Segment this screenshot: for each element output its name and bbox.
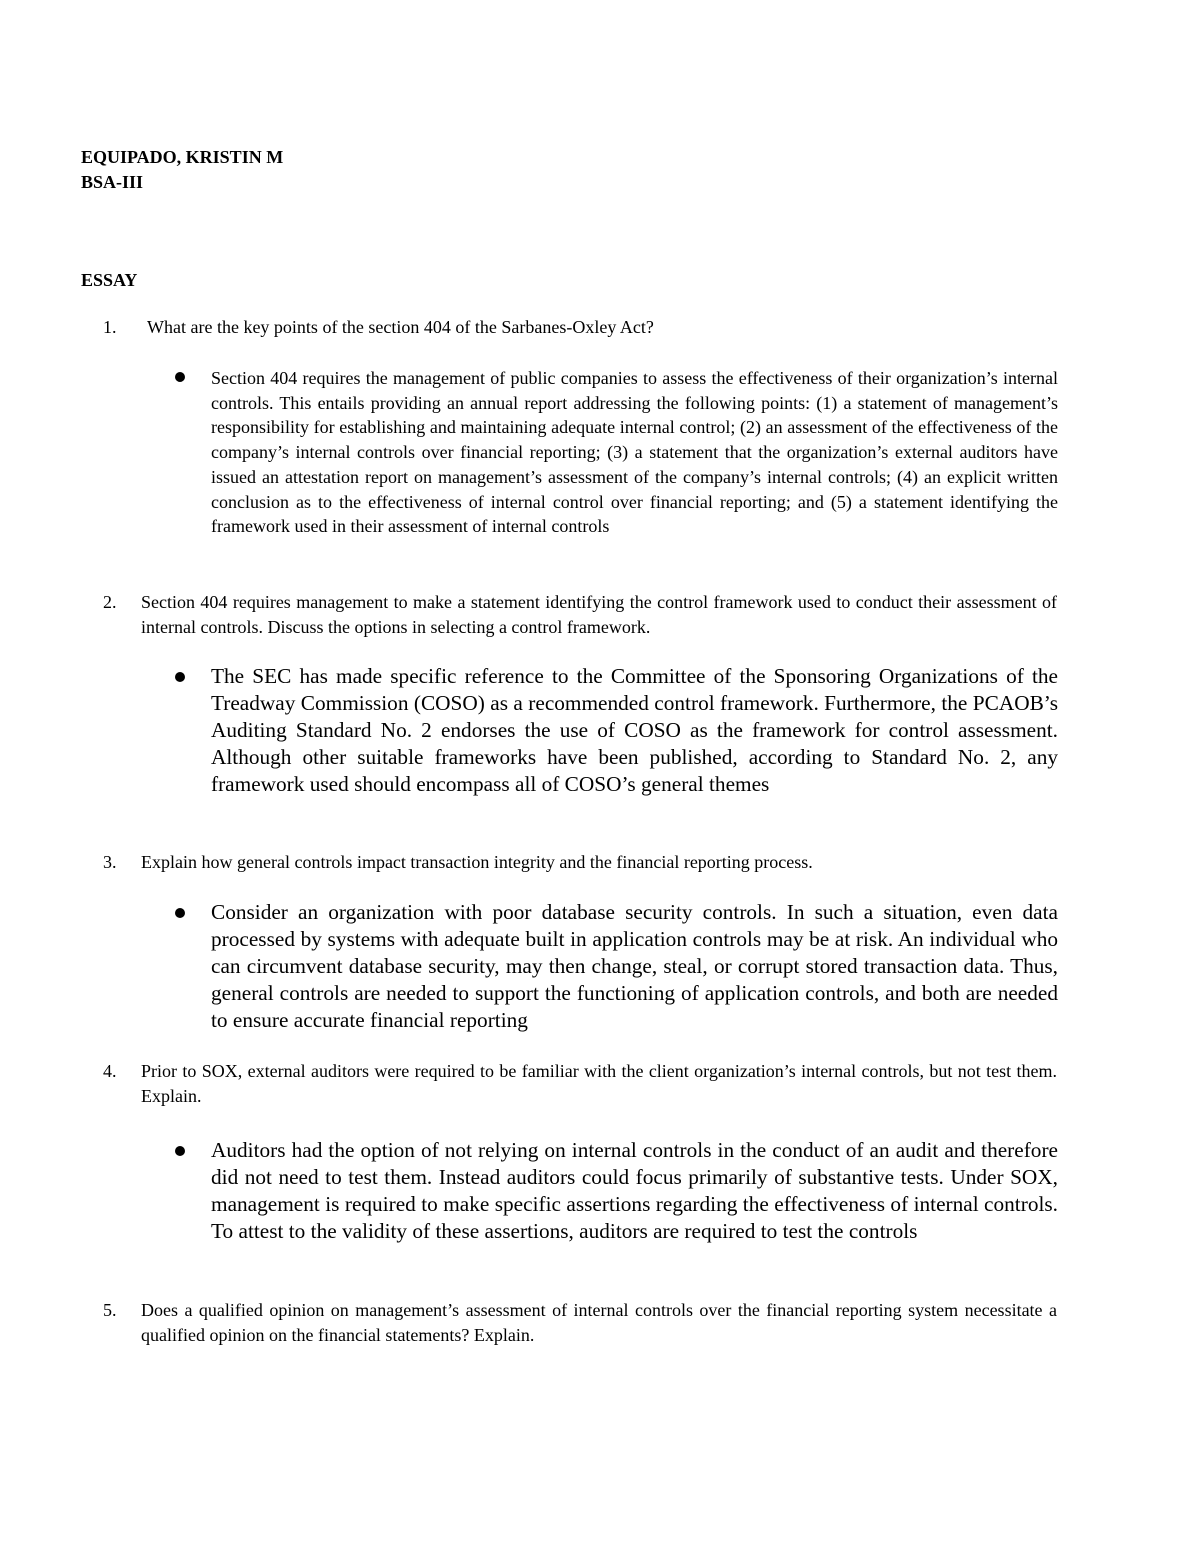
bullet-icon [175, 372, 185, 382]
answer-text: The SEC has made specific reference to the Committee of the Sponsoring Organizations of the Treadway Commission (COSO) as a recommended control framework. Furthermore, the PCAOB’s Auditing Standard No. 2 endorses the use of COSO as the framework for control assessment. Although other suitable frameworks have been published, according to Standard No. 2, any framework used should encompass all of COSO’s general themes [211, 664, 1058, 797]
question-text: Prior to SOX, external auditors were required to be familiar with the client organization’s internal controls, but not test them. Explain. [141, 1061, 1057, 1106]
question-number: 3. [103, 852, 117, 872]
question-text: Explain how general controls impact transaction integrity and the financial reporting process. [141, 852, 813, 872]
question-text: What are the key points of the section 404 of the Sarbanes-Oxley Act? [147, 317, 654, 337]
question-number: 5. [103, 1300, 117, 1320]
question-text: Section 404 requires management to make a statement identifying the control framework used to conduct their assessment of internal controls. Discuss the options in selecting a control framework. [141, 592, 1057, 637]
student-course: BSA-III [81, 172, 144, 192]
bullet-icon [175, 908, 185, 918]
answer-text: Consider an organization with poor database security controls. In such a situation, even data processed by systems with adequate built in application controls may be at risk. An individual who can circumvent database security, may then change, steal, or corrupt stored transaction data. Thus, general controls are needed to support the functioning of application controls, and both are needed to ensure accurate financial reporting [211, 900, 1058, 1033]
bullet-icon [175, 1146, 185, 1156]
bullet-icon [175, 672, 185, 682]
question-number: 1. [103, 317, 117, 337]
answer-text: Section 404 requires the management of public companies to assess the effectiveness of their organization’s internal controls. This entails providing an annual report addressing the following points: (1) a statement of management’s responsibility for establishing and maintaining adequate internal control; (2) an assessment of the effectiveness of the company’s internal controls over financial reporting; (3) a statement that the organization’s external auditors have issued an attestation report on management’s assessment of the company’s internal controls; (4) an explicit written conclusion as to the effectiveness of internal control over financial reporting; and (5) a statement identifying the framework used in their assessment of internal controls [211, 368, 1058, 537]
answer-text: Auditors had the option of not relying on internal controls in the conduct of an audit and therefore did not need to test them. Instead auditors could focus primarily of substantive tests. Under SOX, management is required to make specific assertions regarding the effectiveness of internal controls. To attest to the validity of these assertions, auditors are required to test the controls [211, 1138, 1058, 1244]
question-text: Does a qualified opinion on management’s assessment of internal controls over the financial reporting system necessitate a qualified opinion on the financial statements? Explain. [141, 1300, 1057, 1345]
question-number: 2. [103, 592, 117, 612]
student-name: EQUIPADO, KRISTIN M [81, 147, 284, 167]
question-number: 4. [103, 1061, 117, 1081]
section-title: ESSAY [81, 270, 138, 290]
